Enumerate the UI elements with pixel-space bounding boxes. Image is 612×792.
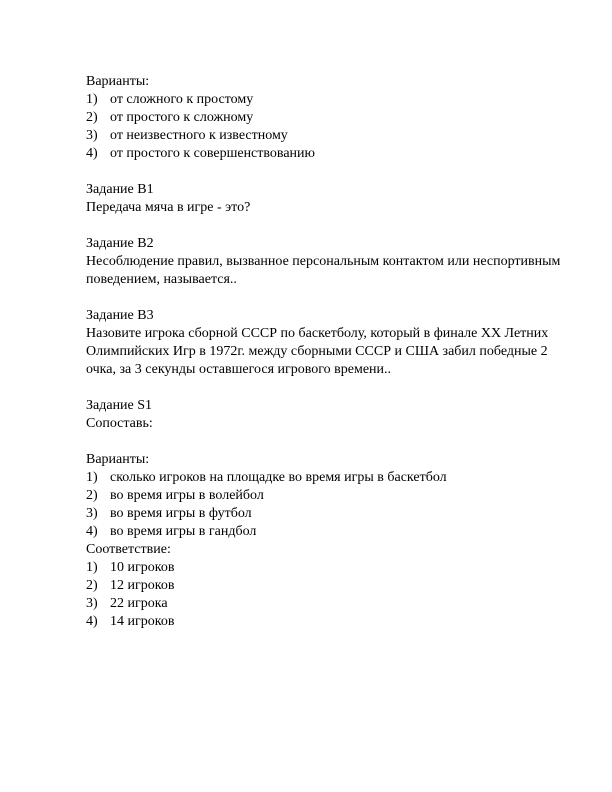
item-number: 2) <box>86 110 98 125</box>
item-text: во время игры в футбол <box>110 506 252 521</box>
options-list <box>86 91 586 163</box>
item-text: во время игры в гандбол <box>110 524 257 539</box>
item-text: от простого к совершенствованию <box>110 146 315 161</box>
list-item <box>86 469 586 487</box>
item-number: 4) <box>86 146 98 161</box>
task-b3-question-line: Олимпийских Игр в 1972г. между сборными СССР и США забил победные 2 <box>86 344 548 359</box>
list-item <box>86 145 586 163</box>
item-number: 3) <box>86 596 98 611</box>
item-text: 22 игрока <box>110 596 168 611</box>
task-s1-options-title: Варианты: <box>86 452 150 467</box>
item-number: 3) <box>86 506 98 521</box>
list-item <box>86 91 586 109</box>
list-item <box>86 487 586 505</box>
item-text: 12 игроков <box>110 578 175 593</box>
task-b2-question-line: поведением, называется.. <box>86 272 237 287</box>
item-number: 1) <box>86 560 98 575</box>
item-text: от неизвестного к известному <box>110 128 288 143</box>
task-b1-title: Задание B1 <box>86 182 154 197</box>
item-number: 3) <box>86 128 98 143</box>
item-text: во время игры в волейбол <box>110 488 264 503</box>
item-number: 4) <box>86 524 98 539</box>
document-body <box>86 73 586 631</box>
task-s1-matches-list <box>86 559 586 631</box>
task-b3-question-line: Назовите игрока сборной СССР по баскетболу, который в финале XX Летних <box>86 326 549 341</box>
options-title: Варианты: <box>86 74 150 89</box>
item-text: 14 игроков <box>110 614 175 629</box>
list-item <box>86 595 586 613</box>
task-s1-options-list <box>86 469 586 541</box>
task-b2-question-line: Несоблюдение правил, вызванное персональным контактом или неспортивным <box>86 254 561 269</box>
task-b2-title: Задание B2 <box>86 236 154 251</box>
task-s1-prompt: Сопоставь: <box>86 416 153 431</box>
task-s1-title: Задание S1 <box>86 398 153 413</box>
task-s1-matches-title: Соответствие: <box>86 542 171 557</box>
list-item <box>86 127 586 145</box>
task-b3-title: Задание B3 <box>86 308 154 323</box>
list-item <box>86 577 586 595</box>
item-text: от сложного к простому <box>110 92 254 107</box>
item-number: 2) <box>86 578 98 593</box>
list-item <box>86 613 586 631</box>
list-item <box>86 523 586 541</box>
list-item <box>86 505 586 523</box>
task-b1-question: Передача мяча в игре - это? <box>86 200 251 215</box>
task-b3-question-line: очка, за 3 секунды оставшегося игрового времени.. <box>86 362 392 377</box>
item-number: 1) <box>86 92 98 107</box>
list-item <box>86 109 586 127</box>
item-text: 10 игроков <box>110 560 175 575</box>
item-number: 2) <box>86 488 98 503</box>
item-text: сколько игроков на площадке во время игры в баскетбол <box>110 470 447 485</box>
item-text: от простого к сложному <box>110 110 254 125</box>
item-number: 1) <box>86 470 98 485</box>
list-item <box>86 559 586 577</box>
item-number: 4) <box>86 614 98 629</box>
